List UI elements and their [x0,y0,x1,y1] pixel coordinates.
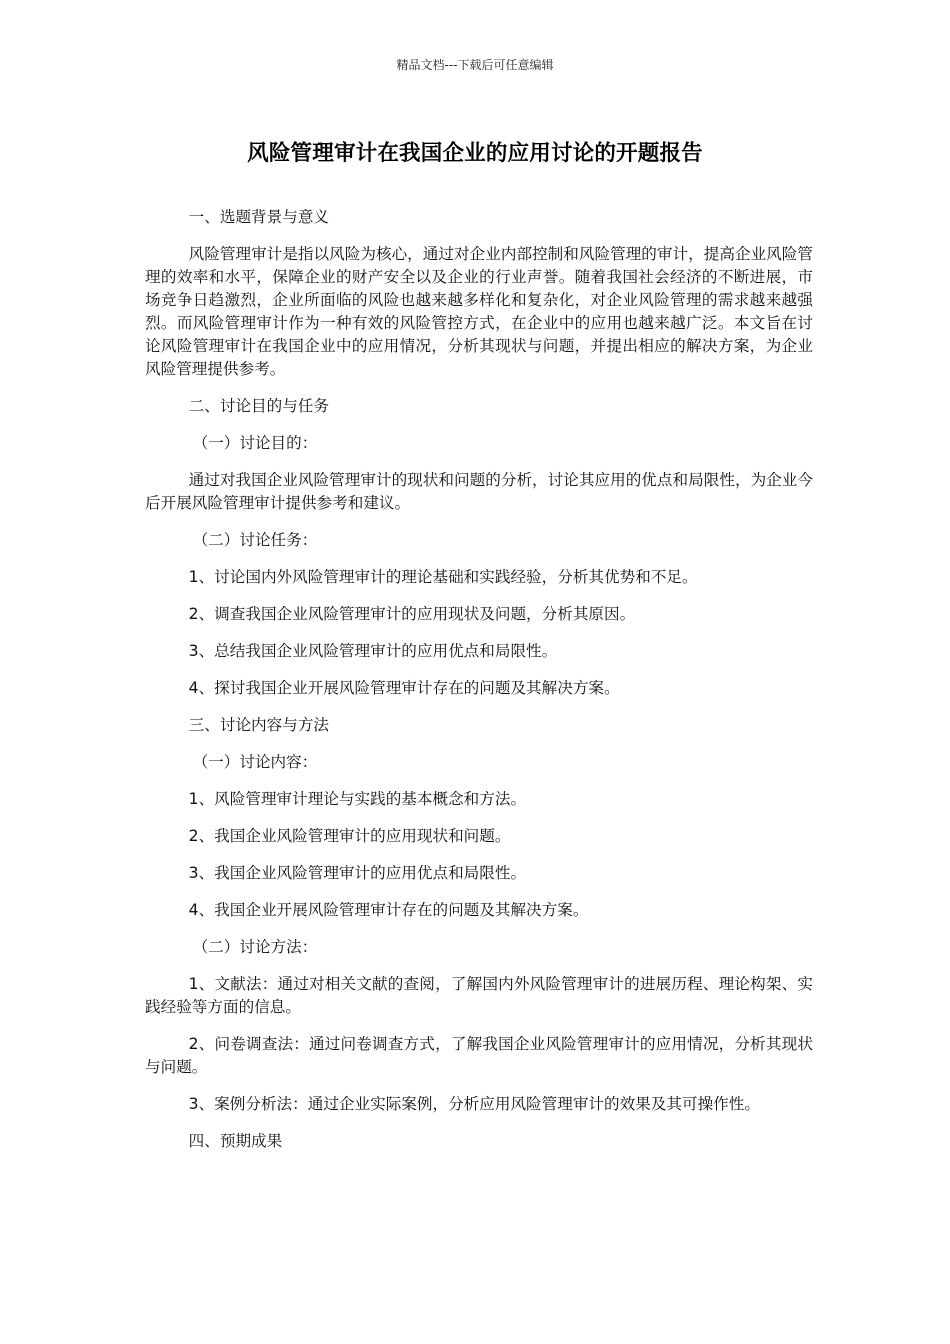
subsection-heading: （一）讨论目的： [192,434,318,452]
list-item: 3、我国企业风险管理审计的应用优点和局限性。 [188,864,527,882]
subsection-heading: （二）讨论任务： [192,531,318,549]
list-item: 2、问卷调查法：通过问卷调查方式，了解我国企业风险管理审计的应用情况，分析其现状与问题。 [145,1035,813,1076]
list-item: 1、风险管理审计理论与实践的基本概念和方法。 [188,790,527,808]
body-paragraph: 通过对我国企业风险管理审计的现状和问题的分析，讨论其应用的优点和局限性，为企业今后开展风险管理审计提供参考和建议。 [145,471,813,512]
section-heading: 二、讨论目的与任务 [188,397,330,415]
list-item: 1、文献法：通过对相关文献的查阅，了解国内外风险管理审计的进展历程、理论构架、实践经验等方面的信息。 [145,975,813,1016]
list-item: 3、总结我国企业风险管理审计的应用优点和局限性。 [188,642,558,660]
document-title: 风险管理审计在我国企业的应用讨论的开题报告 [247,141,703,166]
subsection-heading: （一）讨论内容： [192,753,318,771]
section-heading: 三、讨论内容与方法 [188,716,330,734]
list-item: 2、调查我国企业风险管理审计的应用现状及问题，分析其原因。 [188,605,636,623]
document-body [145,206,813,1167]
list-item: 3、案例分析法：通过企业实际案例，分析应用风险管理审计的效果及其可操作性。 [188,1095,760,1113]
section-heading: 一、选题背景与意义 [188,208,330,226]
subsection-heading: （二）讨论方法： [192,938,318,956]
section-heading: 四、预期成果 [188,1132,283,1150]
body-paragraph: 风险管理审计是指以风险为核心，通过对企业内部控制和风险管理的审计，提高企业风险管理的效率和水平，保障企业的财产安全以及企业的行业声誉。随着我国社会经济的不断进展，市场竞争日趋激烈，企业所面临的风险也越来越多样化和复杂化，对企业风险管理的需求越来越强烈。而风险管理审计作为一种有效的风险管控方式，在企业中的应用也越来越广泛。本文旨在讨论风险管理审计在我国企业中的应用情况，分析其现状与问题，并提出相应的解决方案，为企业风险管理提供参考。 [145,245,813,378]
page-header: 精品文档---下载后可任意编辑 [396,58,554,72]
list-item: 4、探讨我国企业开展风险管理审计存在的问题及其解决方案。 [188,679,620,697]
list-item: 4、我国企业开展风险管理审计存在的问题及其解决方案。 [188,901,589,919]
list-item: 1、讨论国内外风险管理审计的理论基础和实践经验，分析其优势和不足。 [188,568,698,586]
list-item: 2、我国企业风险管理审计的应用现状和问题。 [188,827,511,845]
